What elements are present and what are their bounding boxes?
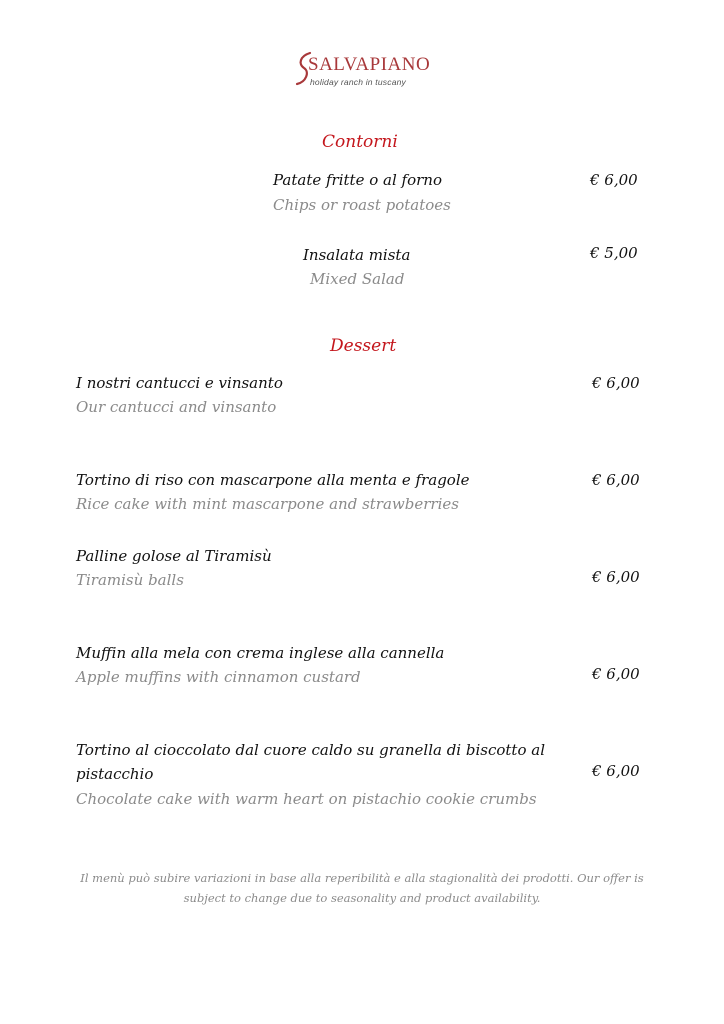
menu-item-name: I nostri cantucci e vinsanto <box>76 374 283 392</box>
menu-item-translation: Our cantucci and vinsanto <box>76 398 277 416</box>
menu-item-price: € 6,00 <box>592 374 640 392</box>
menu-item-name: Insalata mista <box>303 246 411 264</box>
menu-item-price: € 6,00 <box>590 171 638 189</box>
menu-item-name: Tortino di riso con mascarpone alla menta e fragole <box>76 471 470 489</box>
menu-item-name: Patate fritte o al forno <box>273 171 442 189</box>
menu-item-name: Muffin alla mela con crema inglese alla cannella <box>76 644 445 662</box>
menu-item-price: € 6,00 <box>592 471 640 489</box>
menu-item-translation: Rice cake with mint mascarpone and strawberries <box>76 495 459 513</box>
menu-item-translation: Apple muffins with cinnamon custard <box>76 668 361 686</box>
menu-item-price: € 5,00 <box>590 244 638 262</box>
menu-item-translation: Chips or roast potatoes <box>273 196 451 214</box>
menu-item-name: Tortino al cioccolato dal cuore caldo su granella di biscotto al <box>76 741 545 759</box>
footer-note: Il menù può subire variazioni in base alla reperibilità e alla stagionalità dei prodotti. Our offer is subject to change due to seasonality and product availability. <box>80 871 644 905</box>
menu-item-price: € 6,00 <box>592 762 640 780</box>
menu-item-translation: Tiramisù balls <box>76 571 184 589</box>
menu-item-translation: Chocolate cake with warm heart on pistachio cookie crumbs <box>76 790 537 808</box>
menu-item-price: € 6,00 <box>592 665 640 683</box>
menu-item-name: Palline golose al Tiramisù <box>76 547 272 565</box>
menu-item-price: € 6,00 <box>592 568 640 586</box>
menu-item-name-continued: pistacchio <box>76 765 154 783</box>
section-title-contorni: Contorni <box>322 132 398 152</box>
logo-tagline: holiday ranch in tuscany <box>310 77 406 87</box>
logo-name: SALVAPIANO <box>308 54 431 75</box>
menu-item-translation: Mixed Salad <box>310 270 405 288</box>
section-title-dessert: Dessert <box>330 336 397 356</box>
logo <box>294 48 444 90</box>
